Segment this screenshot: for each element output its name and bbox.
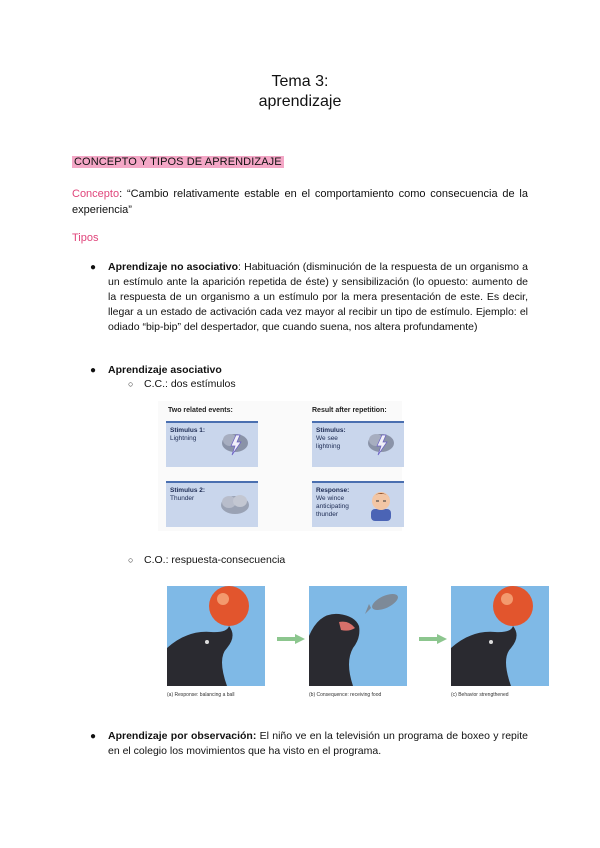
page-title — [0, 72, 600, 112]
lightning-cloud-icon — [218, 427, 252, 461]
list-item — [90, 260, 528, 335]
bullet-title: Aprendizaje por observación: — [108, 730, 257, 742]
stimulus-box — [166, 421, 258, 467]
thunder-cloud-icon — [218, 487, 252, 521]
classical-conditioning-figure — [158, 401, 402, 531]
bullet-text: El niño ve en la televisión un programa de boxeo y repite en el colegio los movimientos que ha visto en el programa. — [108, 730, 528, 757]
sub-list-item — [128, 377, 236, 392]
panel-caption: (b) Consequence: receiving food — [309, 692, 382, 698]
panel-caption: (c) Behavior strengthened — [451, 692, 509, 698]
bullet-icon: ● — [90, 262, 97, 273]
box-title: Stimulus 1: — [170, 427, 206, 434]
sub-item-text: C.O.: respuesta-consecuencia — [144, 554, 286, 566]
sub-list-item — [128, 553, 286, 568]
figure-panel — [167, 586, 265, 698]
sea-lion-ball-illustration — [451, 586, 549, 686]
box-title: Response: — [316, 487, 350, 494]
list-item — [90, 729, 528, 759]
sea-lion-fish-illustration — [309, 586, 407, 686]
figure-panel — [451, 586, 549, 698]
bullet-title: Aprendizaje no asociativo — [108, 261, 239, 273]
box-text: We wince anticipating thunder — [316, 495, 349, 518]
list-item — [90, 363, 528, 378]
stimulus-box — [166, 481, 258, 527]
concept-label: Concepto — [72, 188, 120, 200]
title-line-2: aprendizaje — [258, 93, 342, 110]
bullet-text: : Habituación (disminución de la respuesta de un organismo a un estímulo ante la aparición repetida de éste) y sensibilización (lo opuesto: aumento de la respuesta de un organismo a un estímulo por la mera presentación de este. Es decir, llegar a un estado de activación cada vez mayor al recibir un tipo de estímulo. Ejemplo: el odiado “bip-bip” del despertador, que cuando suena, nos altera profundamente) — [108, 261, 528, 333]
bullet-icon: ● — [90, 731, 97, 742]
box-text: Thunder — [170, 495, 195, 502]
circle-bullet-icon: ○ — [128, 379, 134, 389]
figure-panel — [309, 586, 407, 698]
figure-left-heading: Two related events: — [168, 407, 233, 414]
right-arrow-icon — [277, 634, 305, 644]
panel-caption: (a) Response: balancing a ball — [167, 692, 235, 698]
box-text: Lightning — [170, 435, 197, 442]
sea-lion-ball-illustration — [167, 586, 265, 686]
figure-right-heading: Result after repetition: — [312, 407, 387, 414]
response-box — [312, 481, 404, 527]
sub-item-text: C.C.: dos estímulos — [144, 378, 236, 390]
concept-text: : “Cambio relativamente estable en el comportamiento como consecuencia de la experiencia” — [72, 188, 528, 216]
stimulus-box — [312, 421, 404, 467]
title-line-1: Tema 3: — [271, 73, 329, 90]
box-title: Stimulus: — [316, 427, 346, 434]
right-arrow-icon — [419, 634, 447, 644]
bullet-title: Aprendizaje asociativo — [108, 364, 222, 376]
lightning-cloud-icon — [364, 427, 398, 461]
circle-bullet-icon: ○ — [128, 555, 134, 565]
wincing-child-icon — [364, 487, 398, 521]
bullet-icon: ● — [90, 365, 97, 376]
operant-conditioning-figure — [167, 586, 549, 698]
box-text: We see lightning — [316, 435, 341, 450]
concept-paragraph — [72, 186, 528, 218]
tipos-label: Tipos — [72, 232, 99, 244]
box-title: Stimulus 2: — [170, 487, 206, 494]
section-heading: CONCEPTO Y TIPOS DE APRENDIZAJE — [74, 156, 282, 168]
